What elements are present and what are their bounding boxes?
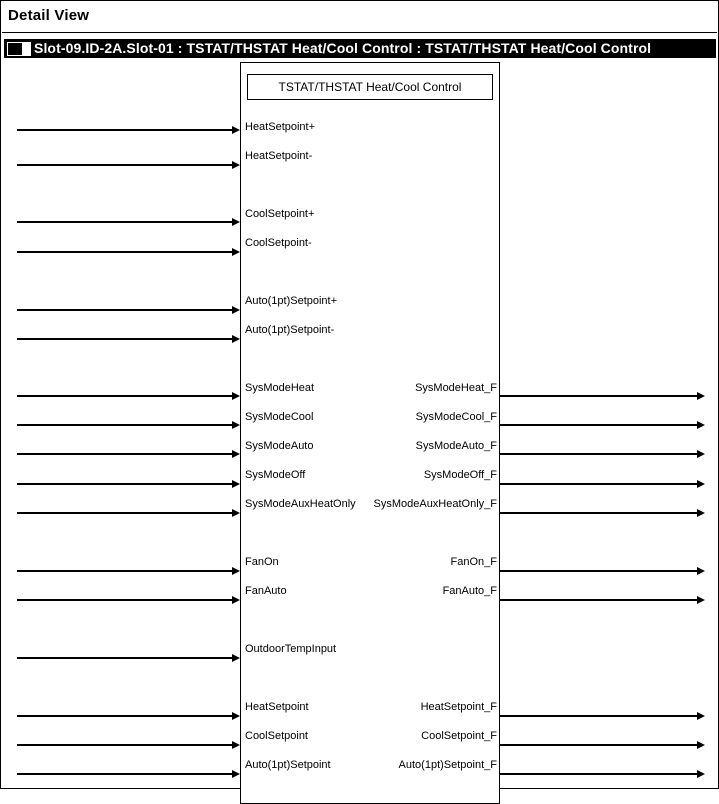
- input-wire-10[interactable]: [17, 509, 240, 517]
- output-wire-2[interactable]: [499, 450, 705, 458]
- output-wire-5[interactable]: [499, 567, 705, 575]
- output-label-0: SysModeHeat_F: [415, 382, 497, 394]
- input-label-14: HeatSetpoint: [245, 701, 309, 713]
- output-label-6: FanAuto_F: [442, 585, 497, 597]
- output-label-1: SysModeCool_F: [415, 411, 497, 423]
- input-label-9: SysModeOff: [245, 469, 306, 481]
- output-label-3: SysModeOff_F: [423, 469, 497, 481]
- input-wire-8[interactable]: [17, 450, 240, 458]
- input-label-13: OutdoorTempInput: [245, 643, 337, 655]
- input-label-8: SysModeAuto: [245, 440, 314, 452]
- input-wire-0[interactable]: [17, 126, 240, 134]
- output-wire-3[interactable]: [499, 480, 705, 488]
- block-path-title: Slot-09.ID-2A.Slot-01 : TSTAT/THSTAT Heat/Cool Control : TSTAT/THSTAT Heat/Cool Control: [34, 40, 652, 56]
- output-label-2: SysModeAuto_F: [415, 440, 497, 452]
- input-label-5: Auto(1pt)Setpoint-: [245, 324, 335, 336]
- output-label-4: SysModeAuxHeatOnly_F: [373, 498, 497, 510]
- output-label-8: CoolSetpoint_F: [421, 730, 497, 742]
- input-wire-7[interactable]: [17, 421, 240, 429]
- input-label-0: HeatSetpoint+: [245, 121, 316, 133]
- output-label-7: HeatSetpoint_F: [420, 701, 497, 713]
- input-wire-16[interactable]: [17, 770, 240, 778]
- input-wire-9[interactable]: [17, 480, 240, 488]
- input-wire-12[interactable]: [17, 596, 240, 604]
- input-label-2: CoolSetpoint+: [245, 208, 315, 220]
- input-wire-5[interactable]: [17, 335, 240, 343]
- output-wire-1[interactable]: [499, 421, 705, 429]
- input-wire-11[interactable]: [17, 567, 240, 575]
- input-wire-1[interactable]: [17, 161, 240, 169]
- input-label-1: HeatSetpoint-: [245, 150, 313, 162]
- input-label-4: Auto(1pt)Setpoint+: [245, 295, 338, 307]
- input-label-15: CoolSetpoint: [245, 730, 308, 742]
- input-label-16: Auto(1pt)Setpoint: [245, 759, 331, 771]
- input-wire-3[interactable]: [17, 248, 240, 256]
- input-wire-15[interactable]: [17, 741, 240, 749]
- input-label-11: FanOn: [245, 556, 279, 568]
- input-label-10: SysModeAuxHeatOnly: [245, 498, 356, 510]
- input-label-7: SysModeCool: [245, 411, 314, 423]
- input-label-6: SysModeHeat: [245, 382, 315, 394]
- output-wire-4[interactable]: [499, 509, 705, 517]
- output-wire-6[interactable]: [499, 596, 705, 604]
- input-wire-13[interactable]: [17, 654, 240, 662]
- input-wire-6[interactable]: [17, 392, 240, 400]
- function-block-title: TSTAT/THSTAT Heat/Cool Control: [247, 74, 493, 100]
- output-label-9: Auto(1pt)Setpoint_F: [398, 759, 497, 771]
- output-wire-7[interactable]: [499, 712, 705, 720]
- output-wire-0[interactable]: [499, 392, 705, 400]
- input-label-12: FanAuto: [245, 585, 287, 597]
- input-wire-14[interactable]: [17, 712, 240, 720]
- output-label-5: FanOn_F: [450, 556, 497, 568]
- input-wire-4[interactable]: [17, 306, 240, 314]
- detail-view-title: Detail View: [8, 7, 90, 24]
- input-wire-2[interactable]: [17, 218, 240, 226]
- output-wire-8[interactable]: [499, 741, 705, 749]
- output-wire-9[interactable]: [499, 770, 705, 778]
- input-label-3: CoolSetpoint-: [245, 237, 312, 249]
